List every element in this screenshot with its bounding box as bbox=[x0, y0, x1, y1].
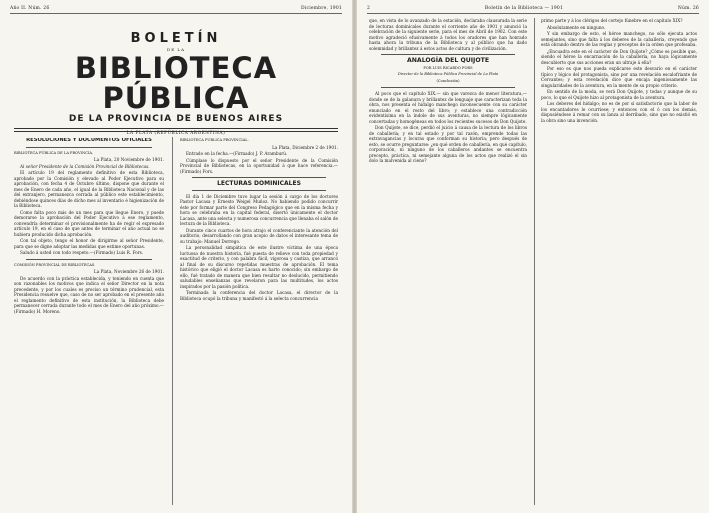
section-heading-lecturas: LECTURAS DOMINICALES bbox=[217, 180, 301, 187]
paragraph: Por eso es que nos pueda explicarse este desvarío en el carácter típico y lógico del protagonista, sino por una revelación escalofriante de Cervantes; y esta revelación dice que encaja ingeniosamente las singularidades de la aventura, en la mente de su propio criterio. bbox=[541, 66, 697, 88]
dateline: La Plata, 20 Noviembre de 1901. bbox=[93, 157, 164, 162]
dateline: La Plata, Diciembre 2 de 1901. bbox=[272, 144, 338, 150]
paragraph: Don Quijote, se dice, perdió el juicio á causa de la lectura de los libros de caballería; y en tal estado y por tal razón, emprende todas las extravagancias y locuras que conforman su historia; pero después de esto, se ocurre preguntarse: ¿en qué orden de caballería, en qué capítulo, corporación, ni ninguno de los caballeros andantes se encuentra precepto, práctica, ni semejante alguna de los actos que realizó el sin dolo la malvenida al cieno? bbox=[369, 125, 527, 163]
paragraph: Como falta poco más de un mes para que llegue Enero, y puede demorarse la aprobación del Poder Ejecutivo á ese reglamento, convendría determinar el provisionalmente ha de regir el expresado artículo 19, en el caso de que antes de terminar el año actual no se hubiera producido dicha aprobación. bbox=[14, 209, 164, 237]
divider bbox=[192, 177, 326, 178]
heading-rule bbox=[26, 147, 152, 148]
left-column-2 bbox=[180, 138, 338, 508]
kicker: BIBLIOTECA PÚBLICA DE LA PROVINCIA. bbox=[14, 150, 94, 155]
issue-number: Núm. 26 bbox=[677, 6, 699, 11]
right-running-head bbox=[367, 4, 699, 14]
masthead-place: LA PLATA (REPÚBLICA ARGENTINA) bbox=[126, 130, 226, 135]
masthead-title: BIBLIOTECA PÚBLICA bbox=[74, 51, 278, 115]
continuation-note: (Conclusión) bbox=[436, 78, 460, 83]
article-title: ANALOGÍA DEL QUIJOTE bbox=[406, 57, 490, 64]
paragraph: Terminada la conferencia del doctor Lacasa, el director de la Biblioteca ocupó la tribuna y manifestó á la selecta concurrencia bbox=[180, 290, 338, 301]
kicker: BIBLIOTECA PÚBLICA PROVINCIAL. bbox=[180, 138, 249, 142]
masthead-subtitle: DE LA PROVINCIA DE BUENOS AIRES bbox=[68, 114, 284, 124]
paragraph: El artículo 19 del reglamento definitivo de esta Biblioteca, aprobado por la Comisión y elevado al Poder Ejecutivo para su aprobación, con fecha 4 de Octubre último, dispone que durante el mes de Enero de cada año, el igual de la Biblioteca Nacional y de las del extranjero, permanezca cerrada al público este establecimiento, debiéndose quinces días de dicho mes al inventario é higienización de la Biblioteca. bbox=[14, 170, 164, 208]
paragraph: Cúmplase lo dispuesto por el señor Presidente de la Comisión Provincial de Bibliotecas, en la oportunidad á que hace referencia.—(Firmado) Fors. bbox=[180, 157, 338, 174]
paragraph: Absolutamente en ninguno. bbox=[547, 24, 606, 30]
paragraph: Durante cinco cuartos de hora atrajo el conferenciante la atención del auditorio, desarrollando con gran acopio de datos el interesante tema de su trabajo: Manuel Dorrego. bbox=[180, 227, 338, 244]
dateline: La Plata, Noviembre 26 de 1901. bbox=[93, 269, 164, 274]
right-page bbox=[357, 0, 709, 513]
column-divider bbox=[534, 18, 535, 505]
section-heading-resoluciones: RESOLUCIONES Y DOCUMENTOS OFICIALES bbox=[26, 138, 152, 143]
paragraph: ¿Encuadra este en el carácter de Don Quijote? ¿Cómo es posible que, siendo el héroe la encarnación de la caballería, no haya lógicamente descubierto que sus acciones eran un ultraje á ella? bbox=[541, 48, 697, 65]
paragraph: Con tal objeto, tengo el honor de dirigirme al señor Presidente, para que se digne adoptar las medidas que estime oportunas. bbox=[14, 238, 164, 249]
right-column-2 bbox=[541, 18, 697, 508]
paragraph: Al poco que el capítulo XIX.— sin que varezca de menor literatura,— donde se de la galanura y brillantez de lenguaje que caracterizan toda la obra, nos presenta el hidalgo manchego inconsecuente con su carácter enunciado en el resto del libro; y establece una contradicción evidentísima en la índole de sus aventuras, no siempre lógicamente concertadas y homogéneas en todos los recientes sucesos de Don Quijote. bbox=[369, 91, 527, 124]
masthead-rule bbox=[14, 128, 338, 132]
divider bbox=[26, 259, 152, 260]
page-number: 2 bbox=[367, 6, 371, 11]
masthead-line1: BOLETÍN bbox=[130, 31, 222, 46]
paragraph: La personalidad simpática de este ilustre víctima de una época luctuosa de nuestra historia, fué puesta de relieve con toda propiedad y exactitud de criterio, y con palabra fácil, vigorosa y castiza, que arrancó al final de su discurso repetidas muestras de aprobación. El tema histórico que eligió el doctor Lacasa es harto conocido; sin embargo de ello, fué tratado de manera que bien resultar no deslucido, permitiendo saludables enseñanzas que revelaron para las multitudes, los actos inspirados por la pasión política. bbox=[180, 245, 338, 289]
running-title: Boletín de la Biblioteca — 1901 bbox=[484, 6, 564, 11]
issue-date: Diciembre, 1901 bbox=[301, 6, 342, 11]
paragraph: De acuerdo con la práctica establecida, y teniendo en cuenta que son razonables los motivos que indica el señor Director en la nota precedente, y por los cuales es preciso un término prudencial, esta Presidencia resuelve que, caso de no ser aprobado en el presente año el reglamento definitivo de esta institución, la Biblioteca debe permanecer cerrada durante todo el mes de Enero del año próximo.—(Firmado) H. Moreno. bbox=[14, 275, 164, 314]
paragraph: El día 1 de Diciembre tuvo lugar la sesión á cargo de los doctores Pastor Lacasa y Ernesto Weigel Muñoz. No habiendo podido concurrir éste por formar parte del Congreso Pedagógico que en la misma fecha y hora se celebraba en la capital federal, disertó únicamente el doctor Lacasa, ante una selecta y numerosa concurrencia que llenaba el salón de lectura de la Biblioteca. bbox=[180, 193, 338, 226]
left-running-head bbox=[10, 4, 342, 14]
paragraph: Y sin embargo de esto, el héroe manchego, no sólo ejecuta actos semejantes, sino que falta á los deberes de la caballería, creyendo que está obrando dentro de las reglas y preceptos de la orden que profesaba. bbox=[541, 31, 697, 47]
masthead-line2: DE LA bbox=[167, 47, 185, 52]
right-column-1 bbox=[369, 18, 527, 508]
divider bbox=[381, 54, 515, 55]
paragraph: primo parte y á los clérigos del cortejo fúnebre en el capítulo XIX? bbox=[541, 18, 683, 23]
paragraph: En sentido de la moda, se verá Don Quijote, y todas y aunque de su poco, lo que el Quijote hizo al protagonista de la aventura. bbox=[541, 89, 697, 100]
salutation: Al señor Presidente de la Comisión Provincial de Bibliotecas. bbox=[20, 163, 150, 169]
closing: Saludo á usted con todo respeto.—(Firmado) Luis R. Fors. bbox=[20, 250, 144, 255]
left-page bbox=[0, 0, 352, 513]
paragraph: Los deberes del hidalgo; no es de por sí satisfactorio que la labor de los encantadores le ocurriese; y entonces con el ó con los demás, dispusiéndose á remar con su lanza al derribado, sino que no existió en la obra sino una invención. bbox=[541, 101, 697, 123]
left-column-1 bbox=[14, 138, 164, 508]
byline: POR LUIS RICARDO FORS bbox=[423, 65, 473, 70]
heading-rule bbox=[192, 190, 326, 191]
masthead bbox=[0, 32, 352, 135]
kicker: COMISIÓN PROVINCIAL DE BIBLIOTECAS. bbox=[14, 262, 96, 267]
issue-label: Año II. Núm. 26 bbox=[10, 6, 50, 11]
paragraph: que, en vista de lo avanzado de la estación, declaraba clausurada la serie de lecturas dominicales durante el corriente año de 1901 y anunció la celebración de la siguiente serie, para el mes de Abril de 1902. Con este motivo agradeció efusivamente á todos los oradores que han honrado hasta ahora la tribuna de la Biblioteca y al público que ha dado solemnidad y brillantez á estos actos de cultura y de civilización. bbox=[369, 18, 527, 51]
heading-rule bbox=[381, 87, 515, 88]
byline-affiliation: Director de la Biblioteca Pública Provincial de La Plata bbox=[397, 72, 499, 76]
paragraph: Entrado en la fecha.—(Firmado) J. P. Aramburú. bbox=[186, 151, 288, 156]
column-divider bbox=[172, 137, 173, 505]
